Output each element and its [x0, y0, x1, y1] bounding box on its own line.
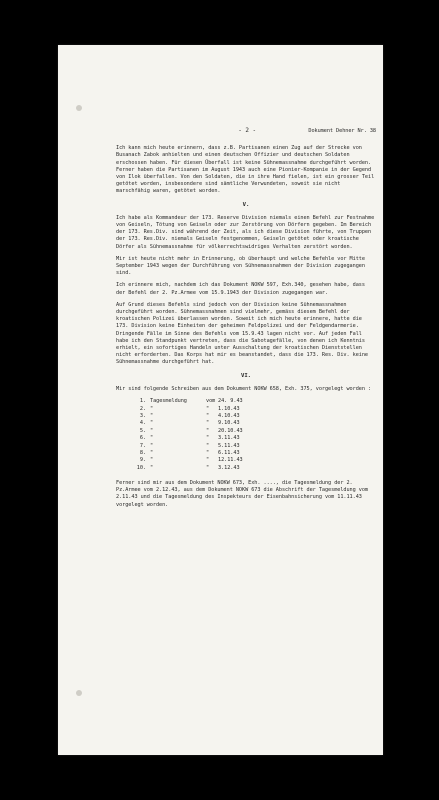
- document-reference: Dokument Dehner Nr. 38: [308, 128, 376, 134]
- item-von: ": [206, 435, 210, 442]
- item-date: 24. 9.43: [218, 398, 243, 405]
- item-label: ": [150, 464, 154, 471]
- item-label: ": [150, 442, 154, 449]
- paragraph: Auf Grund dieses Befehls sind jedoch von der Division keine Sühnemassnahmen durchgeführt worden. Sühnemassnahmen sind vielmehr, gemäss diesem Befehl der kroatischen Polizei überlassen worden. Soweit ich mich heute erinnere, hatte die 173. Division keine Einheiten der geheimen Feldpolizei und der Feldgendarmerie. Dringende Fälle im Sinne des Befehls vom 15.9.43 lagen nicht vor. Auf jeden Fall habe ich den Standpunkt vertreten, dass die Sabotagefälle, von denen ich Kenntnis erhielt, ein sofortiges Handeln unter Ausschaltung der kroatischen Dienststellen nicht erforderten. Das Korps hat mir es beanstandet, dass die 173. Res. Div. keine Sühnemassnahme durchgeführt hat.: [116, 301, 372, 366]
- list-item: [136, 428, 376, 435]
- list-item: [136, 413, 376, 420]
- item-label: ": [150, 435, 154, 442]
- item-date: 20.10.43: [218, 427, 243, 434]
- list-item: [136, 398, 376, 405]
- item-von: vom: [206, 398, 216, 405]
- item-von: ": [206, 449, 210, 456]
- item-date: 4.10.43: [218, 412, 240, 419]
- item-von: ": [206, 427, 210, 434]
- paragraph: Ich habe als Kommandeur der 173. Reserve Division niemals einen Befehl zur Festnahme von Geiseln, Tötung von Geiseln oder zur Zerstörung von Dörfern gegeben. Im Bereich der 173. Res.Div. sind während der Zeit, als ich diese Division führte, von Truppen der 173. Res.Div. niemals Geiseln festgenommen, Geiseln getötet oder kroatische Dörfer als Sühnemassnahme für völkerrechtswidriges Verhalten zerstört worden.: [116, 214, 378, 250]
- item-von: ": [206, 412, 210, 419]
- item-number: 7.: [139, 442, 146, 449]
- list-item: [136, 457, 376, 464]
- list-item: [136, 435, 376, 442]
- paragraph: Mir ist heute nicht mehr in Erinnerung, ob überhaupt und welche Befehle vor Mitte September 1943 wegen der Durchführung von Sühnemassnahmen der Division zugegangen sind.: [116, 255, 369, 277]
- item-number: 4.: [139, 420, 146, 427]
- section-heading-v: V.: [242, 201, 250, 208]
- item-von: ": [206, 405, 210, 412]
- item-date: 5.11.43: [218, 442, 240, 449]
- item-number: 9.: [139, 457, 146, 464]
- punch-holes: [76, 45, 84, 755]
- item-number: 2.: [139, 405, 146, 412]
- item-von: ": [206, 464, 210, 471]
- item-label: ": [150, 427, 154, 434]
- item-date: 1.10.43: [218, 405, 240, 412]
- page-header: [116, 127, 376, 135]
- document-text: [116, 127, 376, 514]
- page-number: - 2 -: [238, 127, 257, 134]
- item-label: ": [150, 412, 154, 419]
- list-item: [136, 405, 376, 412]
- item-label: ": [150, 405, 154, 412]
- item-number: 8.: [139, 449, 146, 456]
- punch-hole: [76, 690, 82, 696]
- item-number: 5.: [139, 427, 146, 434]
- item-date: 3.12.43: [218, 464, 240, 471]
- item-von: ": [206, 420, 210, 427]
- paragraph: Mir sind folgende Schreiben aus dem Dokument NOKW 658, Exh. 375, vorgelegt worden :: [116, 385, 372, 392]
- item-date: 3.11.43: [218, 435, 240, 442]
- paragraph: Ich erinnere mich, nachdem ich das Dokument NOKW 597, Exh.340, gesehen habe, dass der Befehl der 2. Pz.Armee vom 15.9.1943 der Division zugegangen war.: [116, 282, 369, 296]
- list-item: [136, 420, 376, 427]
- item-date: 12.11.43: [218, 457, 243, 464]
- document-page: [58, 45, 383, 755]
- item-label: ": [150, 449, 154, 456]
- reports-list: [116, 398, 376, 472]
- section-heading-vi: VI.: [241, 372, 251, 379]
- item-date: 6.11.43: [218, 449, 240, 456]
- item-von: ": [206, 442, 210, 449]
- item-number: 6.: [139, 435, 146, 442]
- item-label: ": [150, 420, 154, 427]
- item-date: 9.10.43: [218, 420, 240, 427]
- list-item: [136, 450, 376, 457]
- list-item: [136, 442, 376, 449]
- item-number: 10.: [136, 464, 146, 471]
- item-number: 1.: [139, 398, 146, 405]
- punch-hole: [76, 105, 82, 111]
- item-number: 3.: [139, 412, 146, 419]
- list-item: [136, 465, 376, 472]
- item-von: ": [206, 457, 210, 464]
- paragraph: Ferner sind mir aus dem Dokument NOKW 673, Exh. ...., die Tagesmeldung der 2. Pz.Armee vom 2.12.43, aus dem Dokument NOKW 673 die Abschrift der Tagesmeldung vom 2.11.43 und die Tagesmeldung des Inspekteurs der Eisenbahnsicherung vom 11.11.43 vorgelegt worden.: [116, 480, 372, 508]
- item-label: ": [150, 457, 154, 464]
- paragraph: Ich kann mich heute erinnern, dass z.B. Partisanen einen Zug auf der Strecke von Busanach Zabok anhielten und einen deutschen Offizier und deutschen Soldaten erschossen haben. Für diesen Überfall ist keine Sühnemassnahme durchgeführt worden. Ferner haben die Partisanen im August 1943 auch eine Pionier-Kompanie in der Gegend von Ilok überfallen. Von den Soldaten, die in ihre Hand fielen, ist ein grosser Teil getötet worden, insbesondere sind sämtliche Verwundeten, soweit sie nicht marschfähig waren, getötet worden.: [116, 145, 378, 195]
- item-label: Tagesmeldung: [150, 398, 187, 405]
